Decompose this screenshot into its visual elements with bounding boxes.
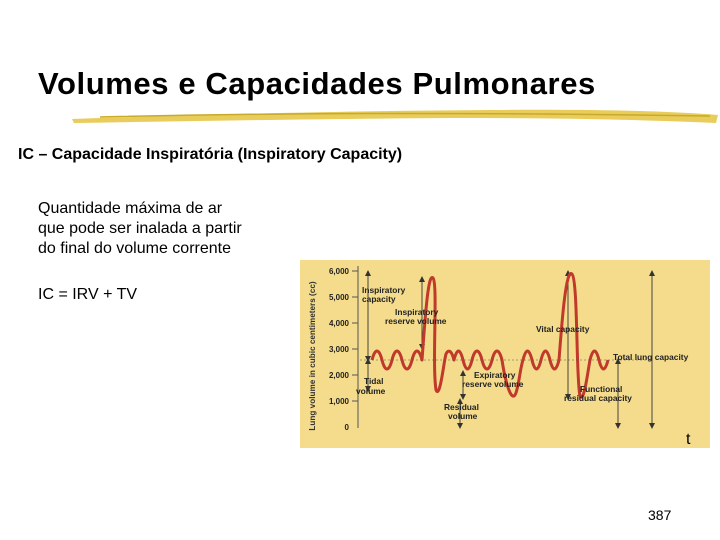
title-underline <box>70 103 720 129</box>
y-tick-label: 4,000 <box>328 319 349 328</box>
slide-title: Volumes e Capacidades Pulmonares <box>38 66 596 101</box>
label-residual-volume-2: volume <box>448 411 478 421</box>
label-tidal-volume-2: volume <box>356 386 386 396</box>
label-inspiratory-capacity-2: capacity <box>362 294 396 304</box>
y-axis-label: Lung volume in cubic centimeters (cc) <box>308 281 317 431</box>
description-line: do final do volume corrente <box>38 240 231 257</box>
label-frc-1: Functional <box>580 384 623 394</box>
time-axis-label: t <box>686 431 691 448</box>
page-number: 387 <box>648 507 672 523</box>
label-irv-1: Inspiratory <box>395 307 439 317</box>
label-total-lung-capacity: Total lung capacity <box>613 352 689 362</box>
description <box>38 199 278 259</box>
slide-subtitle: IC – Capacidade Inspiratória (Inspiratory Capacity) <box>18 146 403 163</box>
lung-volume-diagram <box>300 260 710 448</box>
description-line: Quantidade máxima de ar <box>38 200 223 217</box>
label-erv-2: reserve volume <box>462 379 524 389</box>
y-tick-label: 5,000 <box>328 293 349 302</box>
label-erv-1: Expiratory <box>474 370 516 380</box>
formula: IC = IRV + TV <box>38 286 138 303</box>
y-tick-label: 6,000 <box>328 267 349 276</box>
y-tick-label: 1,000 <box>328 397 349 406</box>
label-irv-2: reserve volume <box>385 316 447 326</box>
label-frc-2: residual capacity <box>564 393 632 403</box>
y-tick-label: 0 <box>344 423 349 432</box>
label-vital-capacity: Vital capacity <box>536 324 590 334</box>
y-tick-label: 2,000 <box>328 371 349 380</box>
label-tidal-volume-1: Tidal <box>364 376 384 386</box>
label-inspiratory-capacity-1: Inspiratory <box>362 285 406 295</box>
y-tick-label: 3,000 <box>328 345 349 354</box>
description-line: que pode ser inalada a partir <box>38 220 242 237</box>
label-residual-volume-1: Residual <box>444 402 479 412</box>
